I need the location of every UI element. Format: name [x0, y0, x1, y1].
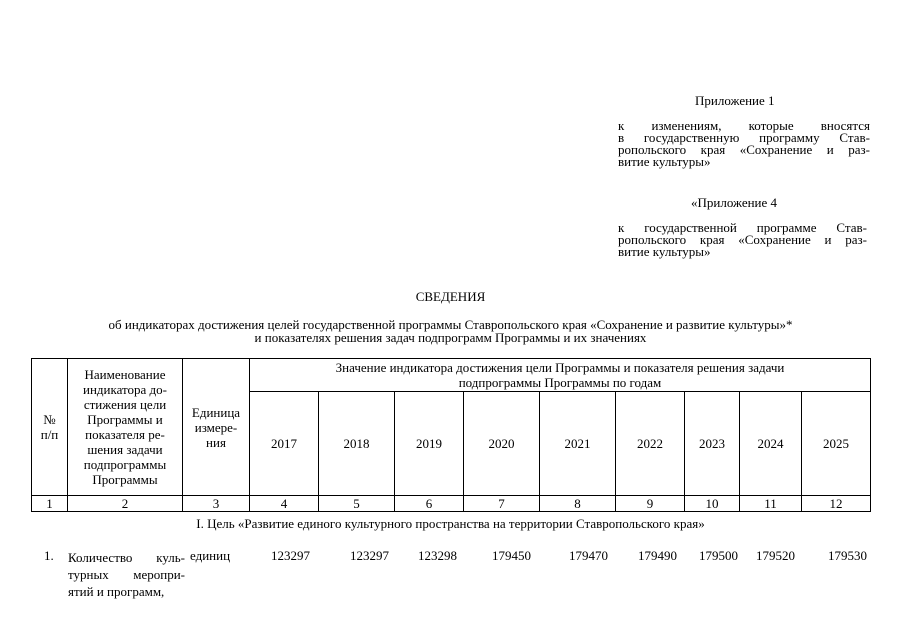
column-number: 12 — [802, 496, 871, 512]
header-num-line: № — [43, 412, 56, 427]
row-name-line: ятий и программ, — [68, 584, 165, 599]
appendix-4-line: к государственной программе Став- — [618, 220, 867, 235]
header-unit-line: измере- — [194, 419, 238, 435]
column-number: 4 — [250, 496, 319, 512]
row-value-2024: 179520 — [756, 548, 795, 563]
row-value-2022: 179490 — [638, 548, 677, 563]
column-number: 2 — [68, 496, 183, 512]
row-value-2023: 179500 — [699, 548, 738, 563]
column-number: 6 — [395, 496, 464, 512]
header-name-line: шения задачи — [87, 442, 163, 457]
document-subtitle-line-2: и показателях решения задач подпрограмм Программы и их значениях — [254, 330, 647, 345]
column-number: 5 — [319, 496, 395, 512]
year-header: 2020 — [464, 392, 540, 496]
row-value-2025: 179530 — [828, 548, 867, 563]
header-name-line: Наименование — [84, 367, 166, 382]
appendix-1-title: Приложение 1 — [695, 93, 775, 108]
header-values-group — [250, 359, 871, 392]
header-unit-line: ния — [206, 434, 226, 450]
appendix-4-line: ропольского края «Сохранение и раз- — [618, 232, 867, 247]
row-number: 1. — [44, 548, 54, 563]
header-name-line: Программы и — [87, 412, 163, 427]
row-value-2021: 179470 — [569, 548, 608, 563]
row-value-2018: 123297 — [350, 548, 389, 563]
appendix-1-line: в государственную программу Став- — [618, 130, 870, 145]
header-unit — [183, 359, 250, 496]
row-name-line: Количество куль- — [68, 550, 185, 565]
column-number: 10 — [685, 496, 740, 512]
indicators-table — [31, 358, 871, 512]
header-name-line: Программы — [92, 472, 158, 487]
appendix-1-text — [618, 120, 870, 168]
column-number: 1 — [32, 496, 68, 512]
row-value-2020: 179450 — [492, 548, 531, 563]
row-indicator-name — [68, 549, 185, 600]
year-header: 2022 — [616, 392, 685, 496]
row-name-text — [68, 549, 185, 600]
year-header: 2017 — [250, 392, 319, 496]
header-group-line: подпрограммы Программы по годам — [458, 375, 662, 390]
header-name-line: подпрограммы — [83, 457, 167, 472]
year-header: 2023 — [685, 392, 740, 496]
header-num — [32, 359, 68, 496]
row-name-line: турных меропри- — [68, 567, 185, 582]
column-number: 9 — [616, 496, 685, 512]
column-number: 3 — [183, 496, 250, 512]
row-value-2017: 123297 — [271, 548, 310, 563]
appendix-4-title: «Приложение 4 — [691, 195, 778, 210]
column-number: 11 — [740, 496, 802, 512]
appendix-1-line: ропольского края «Сохранение и раз- — [618, 142, 870, 157]
header-indicator-name — [68, 359, 183, 496]
year-header: 2024 — [740, 392, 802, 496]
appendix-1-line: витие культуры» — [618, 154, 711, 169]
year-header: 2019 — [395, 392, 464, 496]
header-name-line: индикатора до- — [82, 382, 167, 397]
year-header: 2021 — [540, 392, 616, 496]
row-unit: единиц — [190, 548, 231, 563]
header-num-line: п/п — [40, 427, 59, 442]
appendix-4-line: витие культуры» — [618, 244, 711, 259]
column-number: 8 — [540, 496, 616, 512]
header-name-line: стижения цели — [83, 397, 167, 412]
document-subtitle-line-1: об индикаторах достижения целей государственной программы Ставропольского края «Сохранение и развитие культуры»* — [108, 317, 793, 332]
column-number: 7 — [464, 496, 540, 512]
document-title: СВЕДЕНИЯ — [415, 289, 486, 304]
header-group-line: Значение индикатора достижения цели Программы и показателя решения задачи — [335, 360, 785, 375]
year-header: 2018 — [319, 392, 395, 496]
header-name-line: показателя ре- — [85, 427, 165, 442]
year-header: 2025 — [802, 392, 871, 496]
appendix-4-text — [618, 222, 867, 258]
section-title: I. Цель «Развитие единого культурного пространства на территории Ставропольского края» — [196, 516, 705, 531]
header-unit-line: Единица — [191, 404, 241, 420]
appendix-1-line: к изменениям, которые вносятся — [618, 118, 870, 133]
row-value-2019: 123298 — [418, 548, 457, 563]
